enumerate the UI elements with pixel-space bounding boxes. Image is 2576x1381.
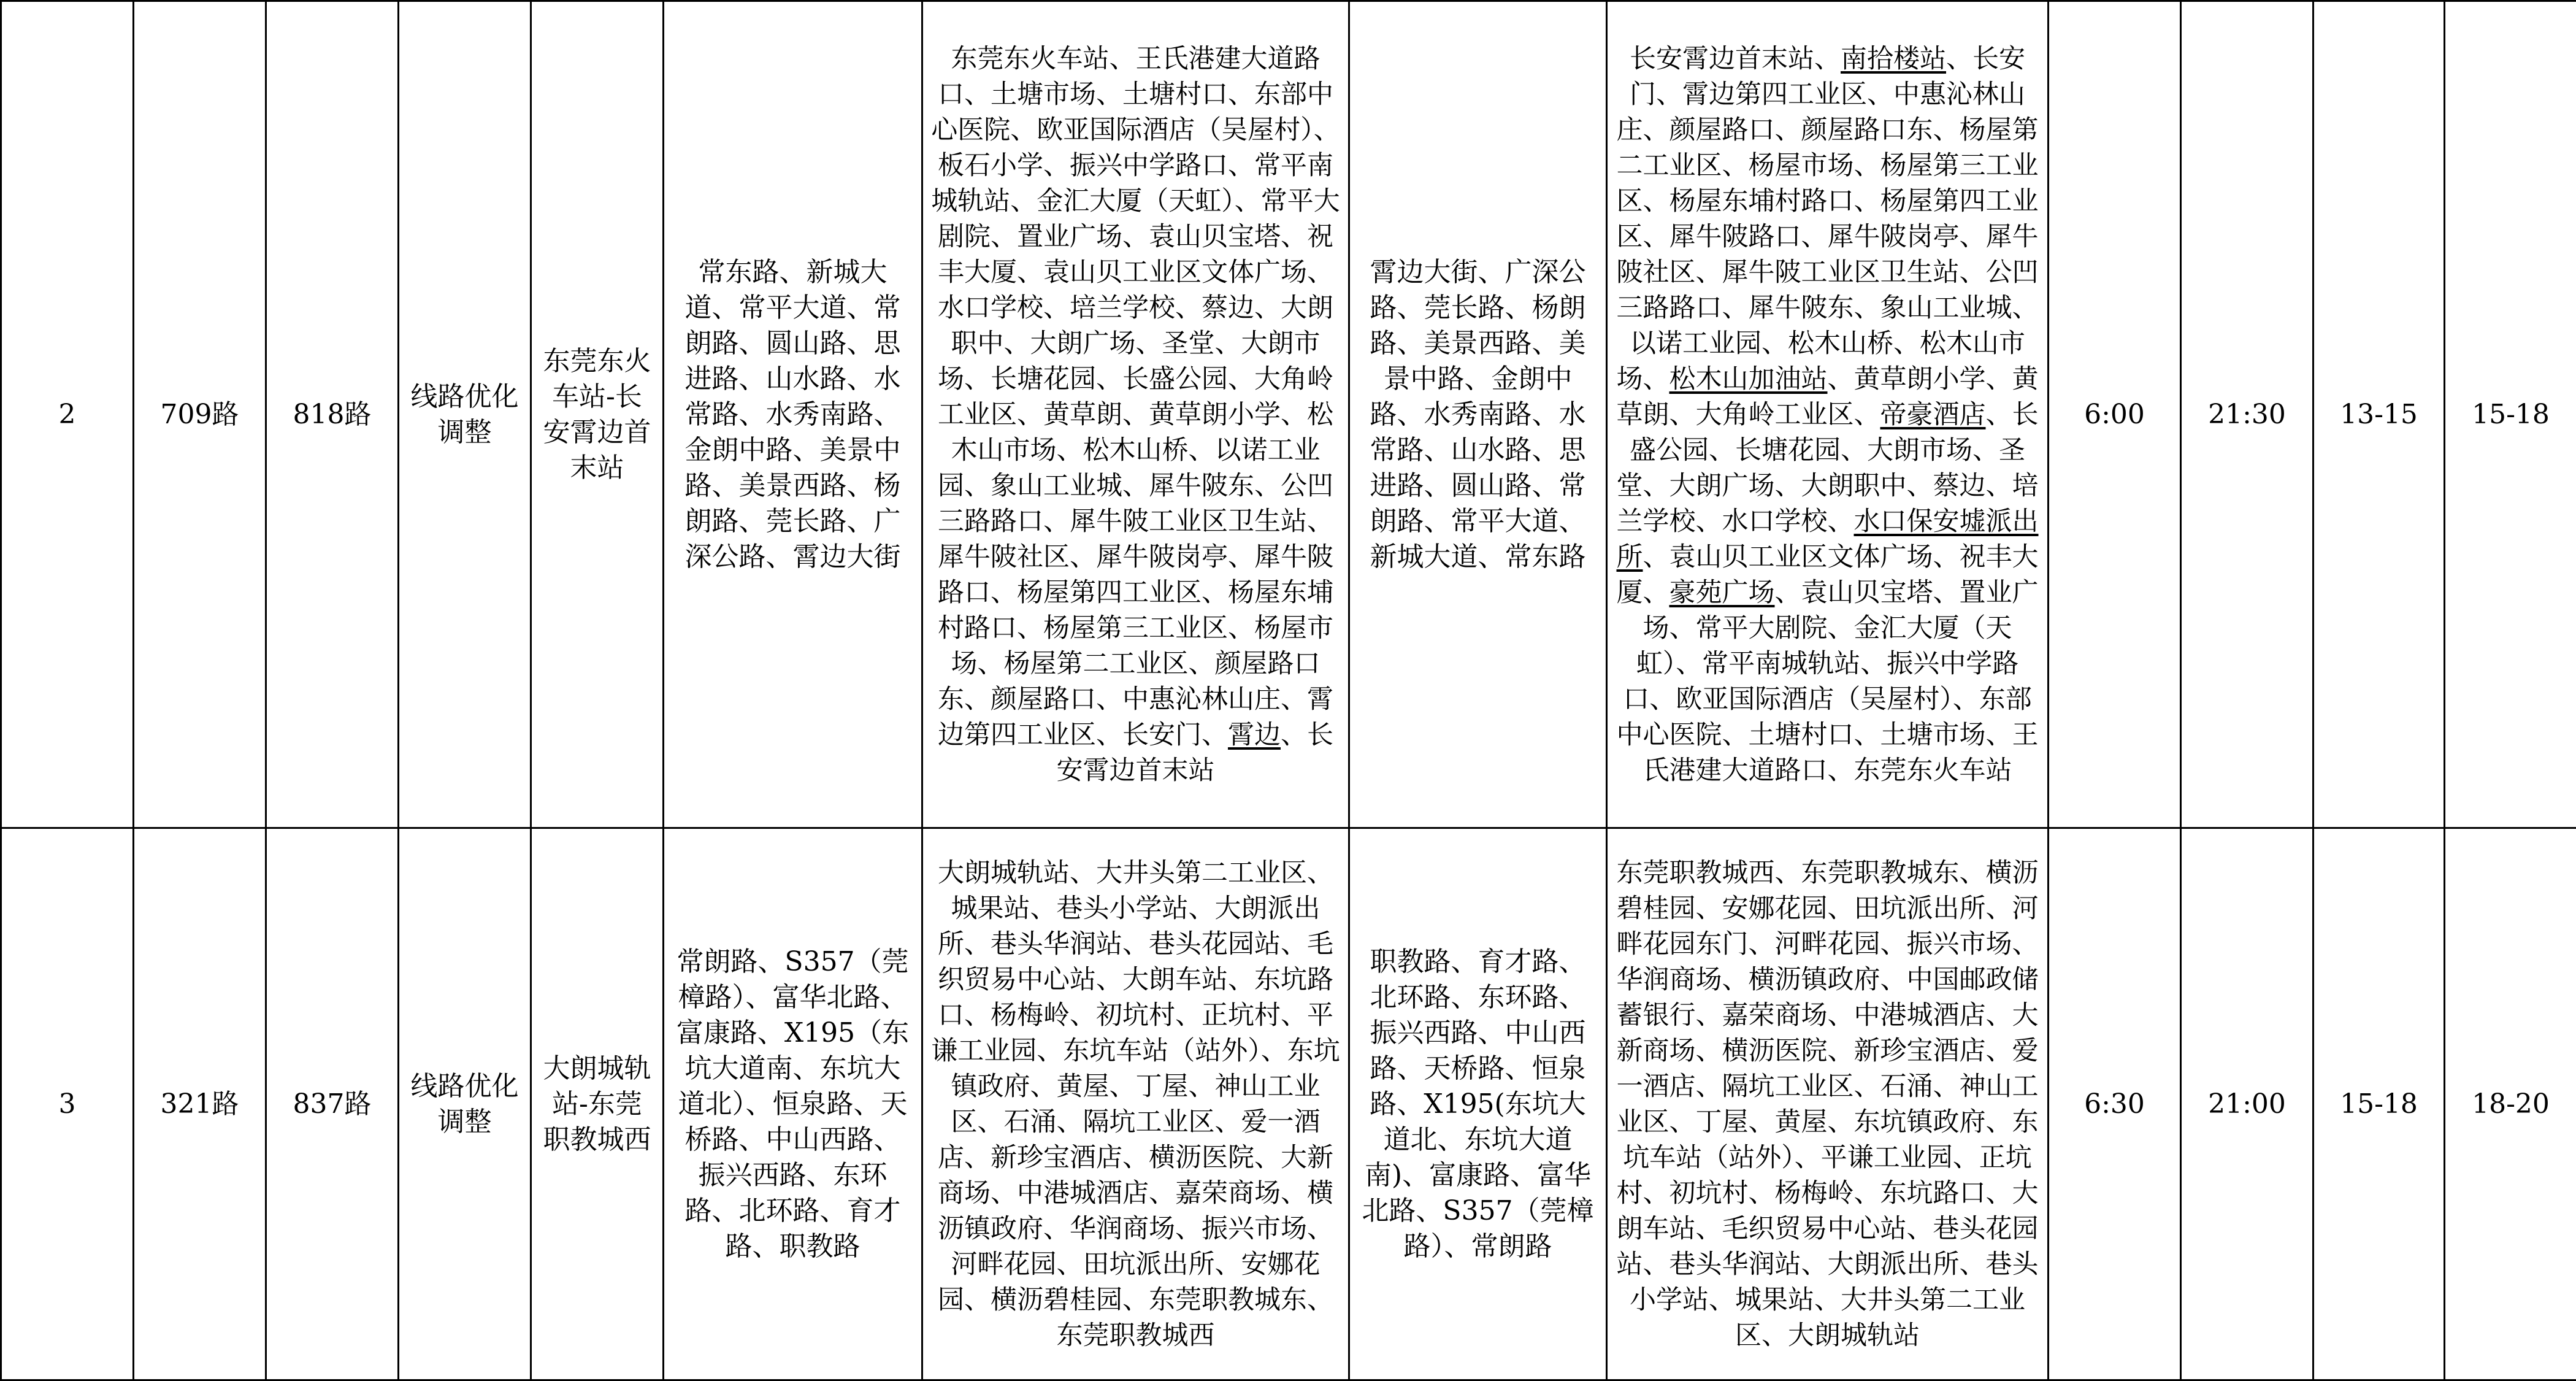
- stop-list-text: 、长安门、霄边第四工业区、中惠沁林山庄、颜屋路口、颜屋路口东、杨屋第二工业区、杨屋市场、杨屋第三工业区、杨屋东埔村路口、杨屋第四工业区、犀牛陂路口、犀牛陂岗亭、犀牛陂社区、犀牛陂工业区卫生站、公凹三路路口、犀牛陂东、象山工业城、以诺工业园、松木山桥、松木山市场、: [1617, 44, 2039, 394]
- stops-return-cell: [1607, 1, 2049, 828]
- offpeak-interval-cell: 18-20: [2445, 828, 2576, 1380]
- stop-list-text: 、袁山贝宝塔、置业广场、常平大剧院、金汇大厦（天虹）、常平南城轨站、振兴中学路口、欧亚国际酒店（吴屋村）、东部中心医院、土塘村口、土塘市场、王氏港建大道路口、东莞东火车站: [1617, 577, 2039, 786]
- last-bus-cell: 21:00: [2181, 828, 2313, 1380]
- stop-list-text: 、长安霄边首末站: [1057, 720, 1334, 786]
- stop-list-text: 大朗城轨站、大井头第二工业区、城果站、巷头小学站、大朗派出所、巷头华润站、巷头花园站、毛织贸易中心站、大朗车站、东坑路口、杨梅岭、初坑村、正坑村、平谦工业园、东坑车站（站外）、东坑镇政府、黄屋、丁屋、神山工业区、石涌、隔坑工业区、爱一酒店、新珍宝酒店、横沥医院、大新商场、中港城酒店、嘉荣商场、横沥镇政府、华润商场、振兴市场、河畔花园、田坑派出所、安娜花园、横沥碧桂园、东莞职教城东、东莞职教城西: [931, 858, 1340, 1351]
- stop-list-text: 、袁山贝工业区文体广场、祝丰大厦、: [1617, 542, 2039, 608]
- stop-list-text: 东莞职教城西、东莞职教城东、横沥碧桂园、安娜花园、田坑派出所、河畔花园东门、河畔花园、振兴市场、华润商场、横沥镇政府、中国邮政储蓄银行、嘉荣商场、中港城酒店、大新商场、横沥医院、新珍宝酒店、爱一酒店、隔坑工业区、石涌、神山工业区、丁屋、黄屋、东坑镇政府、东坑车站（站外）、平谦工业园、正坑村、初坑村、杨梅岭、东坑路口、大朗车站、毛织贸易中心站、巷头花园站、巷头华润站、大朗派出所、巷头小学站、城果站、大井头第二工业区、大朗城轨站: [1617, 858, 2039, 1351]
- table-row: [1, 828, 2576, 1380]
- changed-stop: 豪苑广场: [1669, 577, 1775, 608]
- endpoints-cell: 东莞东火车站-长安霄边首末站: [531, 1, 664, 828]
- stop-list-text: 东莞东火车站、王氏港建大道路口、土塘市场、土塘村口、东部中心医院、欧亚国际酒店（吴屋村）、板石小学、振兴中学路口、常平南城轨站、金汇大厦（天虹）、常平大剧院、置业广场、袁山贝宝塔、祝丰大厦、袁山贝工业区文体广场、水口学校、培兰学校、蔡边、大朗职中、大朗广场、圣堂、大朗市场、长塘花园、长盛公园、大角岭工业区、黄草朗、黄草朗小学、松木山市场、松木山桥、以诺工业园、象山工业城、犀牛陂东、公凹三路路口、犀牛陂工业区卫生站、犀牛陂社区、犀牛陂岗亭、犀牛陂路口、杨屋第四工业区、杨屋东埔村路口、杨屋第三工业区、杨屋市场、杨屋第二工业区、颜屋路口东、颜屋路口、中惠沁林山庄、霄边第四工业区、长安门、: [931, 44, 1340, 750]
- stops-outbound-cell: [922, 828, 1349, 1380]
- stop-list-text: 、黄草朗小学、黄草朗、大角岭工业区、: [1617, 364, 2039, 430]
- old-route-cell: 321路: [134, 828, 266, 1380]
- seq-cell: 2: [1, 1, 134, 828]
- first-bus-cell: 6:00: [2049, 1, 2181, 828]
- adjustment-type-cell: 线路优化调整: [399, 1, 531, 828]
- stop-list-text: 长安霄边首末站、: [1630, 44, 1841, 74]
- changed-stop: 南拾楼站: [1841, 44, 1946, 74]
- roads-return-cell: 霄边大街、广深公路、莞长路、杨朗路、美景西路、美景中路、金朗中路、水秀南路、水常路、山水路、思进路、圆山路、常朗路、常平大道、新城大道、常东路: [1349, 1, 1607, 828]
- last-bus-cell: 21:30: [2181, 1, 2313, 828]
- stops-outbound-cell: [922, 1, 1349, 828]
- changed-stop: 松木山加油站: [1669, 364, 1828, 394]
- roads-return-cell: 职教路、育才路、北环路、东环路、振兴西路、中山西路、天桥路、恒泉路、X195(东坑大道北、东坑大道南)、富康路、富华北路、S357（莞樟路）、常朗路: [1349, 828, 1607, 1380]
- roads-outbound-cell: 常东路、新城大道、常平大道、常朗路、圆山路、思进路、山水路、水常路、水秀南路、金朗中路、美景中路、美景西路、杨朗路、莞长路、广深公路、霄边大街: [664, 1, 922, 828]
- peak-interval-cell: 15-18: [2313, 828, 2445, 1380]
- peak-interval-cell: 13-15: [2313, 1, 2445, 828]
- changed-stop: 霄边: [1228, 720, 1281, 750]
- first-bus-cell: 6:30: [2049, 828, 2181, 1380]
- roads-outbound-cell: 常朗路、S357（莞樟路）、富华北路、富康路、X195（东坑大道南、东坑大道北）、恒泉路、天桥路、中山西路、振兴西路、东环路、北环路、育才路、职教路: [664, 828, 922, 1380]
- new-route-cell: 818路: [266, 1, 399, 828]
- old-route-cell: 709路: [134, 1, 266, 828]
- stops-return-cell: [1607, 828, 2049, 1380]
- endpoints-cell: 大朗城轨站-东莞职教城西: [531, 828, 664, 1380]
- changed-stop: 水口保安墟派出所: [1617, 506, 2039, 572]
- seq-cell: 3: [1, 828, 134, 1380]
- changed-stop: 帝豪酒店: [1880, 399, 1986, 430]
- new-route-cell: 837路: [266, 828, 399, 1380]
- table-row: [1, 1, 2576, 828]
- adjustment-type-cell: 线路优化调整: [399, 828, 531, 1380]
- stop-list-text: 、长盛公园、长塘花园、大朗市场、圣堂、大朗广场、大朗职中、蔡边、培兰学校、水口学校、: [1617, 399, 2039, 537]
- offpeak-interval-cell: 15-18: [2445, 1, 2576, 828]
